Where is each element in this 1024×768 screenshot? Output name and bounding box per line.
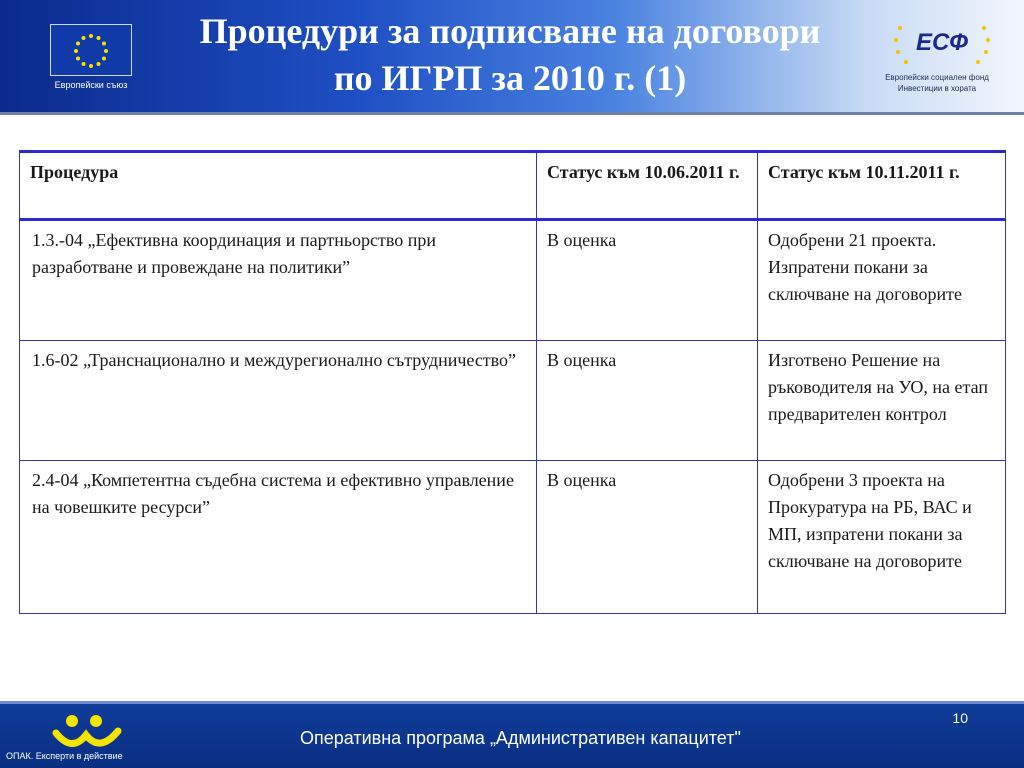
status-june-cell: В оценка — [537, 341, 758, 461]
title-line-1: Процедури за подписване на договори — [199, 11, 821, 51]
page-number: 10 — [952, 710, 968, 726]
esf-caption — [862, 72, 1012, 94]
esf-caption-line-1: Европейски социален фонд — [885, 73, 989, 82]
esf-logo-icon — [892, 18, 992, 74]
esf-mark-text: ЕСФ — [915, 29, 969, 56]
eu-flag-icon — [50, 24, 132, 76]
procedure-cell: 2.4-04 „Компетентна съдебна система и ефективно управление на човешките ресурси” — [20, 461, 537, 614]
opak-caption: ОПАК. Експерти в действие — [6, 751, 123, 761]
status-november-cell: Одобрени 21 проекта. Изпратени покани за сключване на договорите — [758, 220, 1006, 341]
eu-logo — [50, 24, 132, 94]
procedure-cell: 1.3.-04 „Ефективна координация и партньорство при разработване и провеждане на политики” — [20, 220, 537, 341]
status-november-cell: Изготвено Решение на ръководителя на УО, на етап предварителен контрол — [758, 341, 1006, 461]
status-june-cell: В оценка — [537, 220, 758, 341]
header-divider — [0, 112, 1024, 115]
page-title — [130, 8, 890, 102]
procedure-cell: 1.6-02 „Транснационално и междурегионално сътрудничество” — [20, 341, 537, 461]
header-procedure: Процедура — [20, 152, 537, 220]
program-name: Оперативна програма „Административен капацитет" — [300, 728, 741, 748]
status-june-cell: В оценка — [537, 461, 758, 614]
header-status-june: Статус към 10.06.2011 г. — [537, 152, 758, 220]
header-status-november: Статус към 10.11.2011 г. — [758, 152, 1006, 220]
opak-logo-icon — [52, 711, 122, 751]
table-row — [20, 461, 1006, 614]
table-row — [20, 220, 1006, 341]
table-row — [20, 341, 1006, 461]
eu-caption: Европейски съюз — [54, 80, 128, 90]
status-november-cell: Одобрени 3 проекта на Прокуратура на РБ, ВАС и МП, изпратени покани за сключване на договорите — [758, 461, 1006, 614]
esf-logo — [862, 14, 1012, 99]
title-line-2: по ИГРП за 2010 г. (1) — [333, 58, 687, 98]
table-header-row — [20, 152, 1006, 220]
procedures-table — [19, 150, 1006, 614]
procedures-table-wrapper — [19, 150, 1005, 614]
esf-caption-line-2: Инвестиции в хората — [897, 84, 977, 93]
